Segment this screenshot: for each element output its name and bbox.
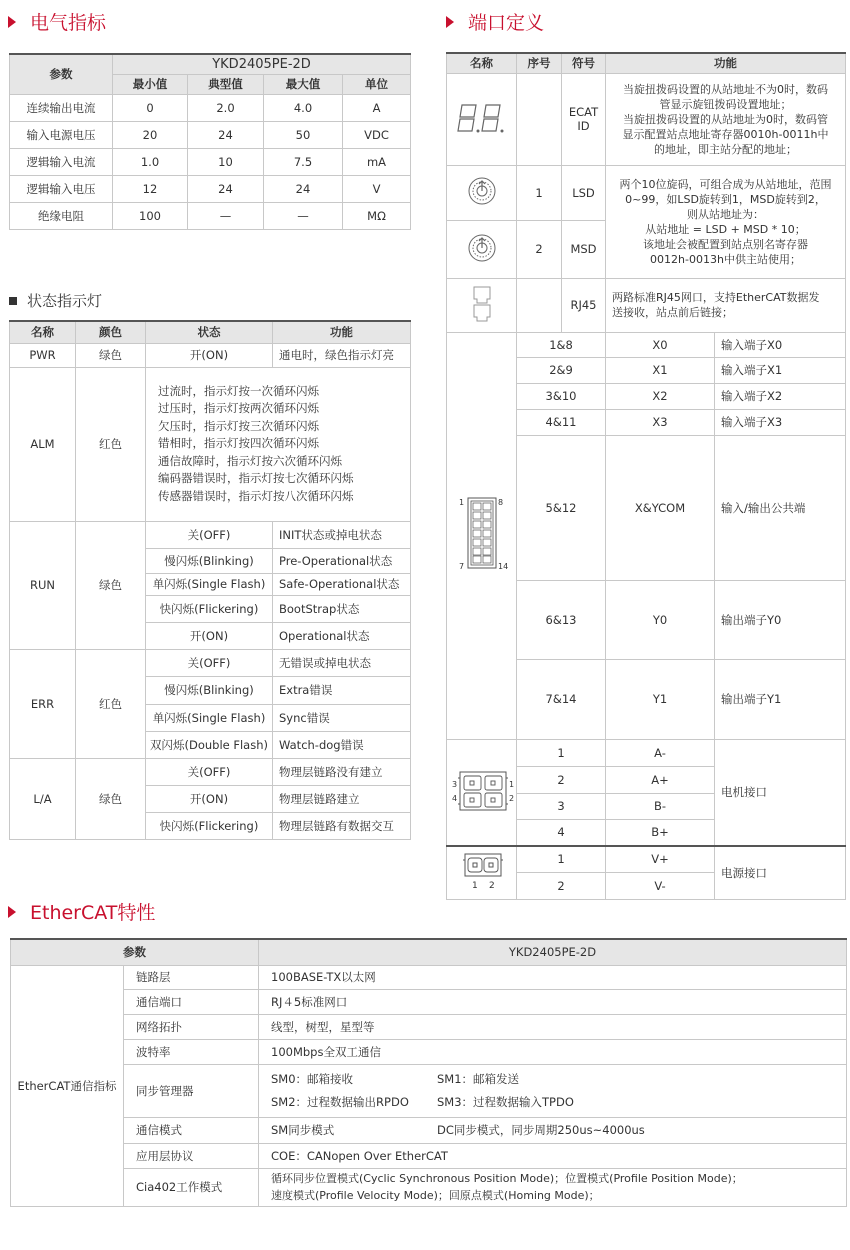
port-symbol: X1 — [606, 357, 715, 383]
led-state: 开(ON) — [146, 622, 273, 649]
table-row — [10, 175, 411, 202]
section-title-electrical — [8, 8, 106, 35]
led-func: Operational状态 — [273, 622, 411, 649]
table-row-alm — [10, 367, 411, 521]
led-func: 物理层链路建立 — [273, 785, 411, 812]
row-name: 应用层协议 — [124, 1143, 259, 1168]
func-line: 0~99，如LSD旋转到1，MSD旋转到2， — [625, 192, 826, 206]
table-row-run — [10, 521, 411, 548]
dc-mode-text: DC同步模式，同步周期250us~4000us — [437, 1123, 645, 1137]
port-symbol: X2 — [606, 383, 715, 409]
ethercat-table — [10, 938, 847, 1207]
port-no: 2 — [517, 872, 606, 899]
sm3-text: SM3：过程数据输入TPDO — [437, 1094, 574, 1109]
section-title-ports — [446, 8, 544, 35]
cia402-line: 速度模式(Profile Velocity Mode)；回原点模式(Homing Mode)； — [271, 1189, 600, 1202]
port-func — [606, 73, 846, 165]
led-state: 慢闪烁(Blinking) — [146, 548, 273, 573]
func-line: 0012h-0013h中供主站使用； — [650, 252, 801, 266]
led-color: 红色 — [76, 367, 146, 521]
alm-line: 错相时，指示灯按四次循环闪烁 — [158, 436, 319, 451]
cell-min: 20 — [113, 121, 188, 148]
sync-value — [259, 1064, 847, 1117]
row-name: 网络拓扑 — [124, 1014, 259, 1039]
led-name: ALM — [10, 367, 76, 521]
led-state: 快闪烁(Flickering) — [146, 595, 273, 622]
col-name: 名称 — [447, 53, 517, 73]
alm-line: 通信故障时，指示灯按六次循环闪烁 — [158, 453, 342, 468]
electrical-table — [9, 53, 411, 230]
port-no: 3&10 — [517, 383, 606, 409]
col-func: 功能 — [606, 53, 846, 73]
led-state: 单闪烁(Single Flash) — [146, 573, 273, 595]
led-color: 绿色 — [76, 521, 146, 649]
sm2-text: SM2：过程数据输出RPDO — [271, 1094, 409, 1109]
func-line: 当旋扭拨码设置的从站地址为0时，数码管 — [623, 112, 828, 126]
port-no: 4&11 — [517, 409, 606, 435]
row-name: 输入电源电压 — [10, 121, 113, 148]
led-color: 红色 — [76, 649, 146, 758]
alm-line: 编码器错误时，指示灯按七次循环闪烁 — [158, 471, 354, 486]
param-header: 参数 — [11, 939, 259, 965]
table-row — [11, 989, 847, 1014]
cell-min: 100 — [113, 202, 188, 229]
port-symbol: LSD — [562, 165, 606, 220]
led-func: 通电时，绿色指示灯亮 — [273, 343, 411, 367]
table-row-mode — [11, 1117, 847, 1143]
empty-cell — [517, 278, 562, 332]
cell-min: 1.0 — [113, 148, 188, 175]
section-title-text: EtherCAT特性 — [30, 902, 156, 924]
table-row-power — [447, 846, 846, 872]
port-no: 3 — [517, 793, 606, 819]
table-row-lsd — [447, 165, 846, 220]
led-state: 关(OFF) — [146, 758, 273, 785]
sm-mode-text: SM同步模式 — [271, 1123, 335, 1137]
port-definition-table — [446, 52, 846, 900]
motor-pin-label-3: 3 — [452, 779, 458, 789]
led-state: 单闪烁(Single Flash) — [146, 704, 273, 731]
led-state: 关(OFF) — [146, 521, 273, 548]
cell-typ: 24 — [188, 175, 264, 202]
func-line: 管显示旋钮拨码设置地址； — [659, 97, 792, 111]
cell-max: 7.5 — [264, 148, 343, 175]
led-state: 快闪烁(Flickering) — [146, 812, 273, 839]
port-no: 4 — [517, 819, 606, 846]
col-symbol: 符号 — [562, 53, 606, 73]
port-no: 6&13 — [517, 580, 606, 660]
led-func: 物理层链路有数据交互 — [273, 812, 411, 839]
cell-typ: 10 — [188, 148, 264, 175]
led-state: 开(ON) — [146, 343, 273, 367]
port-desc: 输入端子X3 — [715, 409, 846, 435]
port-symbol: A+ — [606, 766, 715, 793]
table-row-pwr — [10, 343, 411, 367]
row-value: 100Mbps全双工通信 — [259, 1039, 847, 1064]
cell-typ: 24 — [188, 121, 264, 148]
io-pin-label-8: 8 — [497, 498, 503, 507]
led-name: RUN — [10, 521, 76, 649]
led-color: 绿色 — [76, 343, 146, 367]
col-state: 状态 — [146, 321, 273, 343]
led-name: ERR — [10, 649, 76, 758]
led-state: 慢闪烁(Blinking) — [146, 676, 273, 704]
led-color: 绿色 — [76, 758, 146, 839]
section-title-ethercat — [8, 898, 155, 925]
port-desc: 输出端子Y1 — [715, 660, 846, 740]
led-state: 双闪烁(Double Flash) — [146, 731, 273, 758]
alm-description — [146, 367, 411, 521]
motor-pin-label-4: 4 — [452, 793, 458, 803]
row-name: 同步管理器 — [124, 1064, 259, 1117]
motor-pin-label-2: 2 — [509, 793, 515, 803]
cell-unit: V — [343, 175, 411, 202]
cell-max: 24 — [264, 175, 343, 202]
row-name: 链路层 — [124, 965, 259, 989]
cell-unit: MΩ — [343, 202, 411, 229]
col-no: 序号 — [517, 53, 562, 73]
alm-line: 过压时，指示灯按两次循环闪烁 — [158, 401, 319, 416]
led-func: 物理层链路没有建立 — [273, 758, 411, 785]
power-connector-icon — [447, 846, 517, 899]
port-no: 2 — [517, 766, 606, 793]
port-desc: 输入端子X1 — [715, 357, 846, 383]
io-pin-label-1: 1 — [458, 498, 464, 507]
led-func: Pre-Operational状态 — [273, 548, 411, 573]
port-symbol: X3 — [606, 409, 715, 435]
motor-pin-label-1: 1 — [509, 779, 515, 789]
cia402-value — [259, 1168, 847, 1206]
alm-line: 传感器错误时，指示灯按八次循环闪烁 — [158, 488, 354, 503]
section-title-status-led — [9, 290, 102, 311]
port-no: 1 — [517, 165, 562, 220]
table-row-io — [447, 332, 846, 357]
power-pin-label-2: 2 — [488, 881, 495, 892]
col-func: 功能 — [273, 321, 411, 343]
port-desc: 输入端子X0 — [715, 332, 846, 357]
port-no: 2 — [517, 220, 562, 278]
rotary-switch-icon — [447, 220, 517, 278]
io-pin-label-14: 14 — [497, 562, 508, 571]
row-value: COE：CANopen Over EtherCAT — [259, 1143, 847, 1168]
table-row — [10, 148, 411, 175]
cell-max: — — [264, 202, 343, 229]
port-symbol: A- — [606, 739, 715, 766]
led-func: Sync错误 — [273, 704, 411, 731]
row-name: 波特率 — [124, 1039, 259, 1064]
cia402-line: 循环同步位置模式(Cyclic Synchronous Position Mode)；位置模式(Profile Position Mode)； — [271, 1172, 743, 1185]
table-row-sync — [11, 1064, 847, 1117]
cell-max: 50 — [264, 121, 343, 148]
led-func: Extra错误 — [273, 676, 411, 704]
sm0-text: SM0：邮箱接收 — [271, 1071, 354, 1086]
row-name: Cia402工作模式 — [124, 1168, 259, 1206]
led-state: 关(OFF) — [146, 649, 273, 676]
row-name: 逻辑输入电压 — [10, 175, 113, 202]
row-name: 逻辑输入电流 — [10, 148, 113, 175]
square-bullet-icon — [9, 297, 17, 305]
table-row-ecat — [447, 73, 846, 165]
col-color: 颜色 — [76, 321, 146, 343]
io-pin-label-7: 7 — [458, 562, 464, 571]
port-no: 1 — [517, 739, 606, 766]
power-pin-label-1: 1 — [471, 881, 478, 892]
func-line: 该地址会被配置到站点别名寄存器 — [643, 237, 808, 251]
cell-unit: mA — [343, 148, 411, 175]
port-func — [606, 278, 846, 332]
table-row-la — [10, 758, 411, 785]
port-symbol: X0 — [606, 332, 715, 357]
section-title-text: 端口定义 — [468, 12, 545, 34]
port-desc: 输入/输出公共端 — [715, 435, 846, 580]
col-max: 最大值 — [264, 74, 343, 94]
io-connector-icon — [447, 332, 517, 739]
cell-unit: VDC — [343, 121, 411, 148]
table-row-rj45 — [447, 278, 846, 332]
func-line: 则从站地址为： — [687, 207, 764, 221]
model-header: YKD2405PE-2D — [259, 939, 847, 965]
func-line: 的地址，即主站分配的地址； — [654, 142, 797, 156]
triangle-bullet-icon — [8, 906, 16, 918]
row-value: 100BASE-TX以太网 — [259, 965, 847, 989]
cell-min: 0 — [113, 94, 188, 121]
alm-line: 欠压时，指示灯按三次循环闪烁 — [158, 418, 319, 433]
seven-segment-display-icon — [447, 73, 517, 165]
motor-connector-icon — [447, 739, 517, 846]
table-row — [10, 202, 411, 229]
row-value: 线型，树型，星型等 — [259, 1014, 847, 1039]
sm1-text: SM1：邮箱发送 — [437, 1071, 520, 1086]
section-title-text: 电气指标 — [30, 12, 107, 34]
table-row — [11, 965, 847, 989]
port-no: 5&12 — [517, 435, 606, 580]
led-func: Watch-dog错误 — [273, 731, 411, 758]
led-name: L/A — [10, 758, 76, 839]
led-name: PWR — [10, 343, 76, 367]
row-name: 通信模式 — [124, 1117, 259, 1143]
port-no: 1 — [517, 846, 606, 872]
table-row-err — [10, 649, 411, 676]
port-symbol: ECAT ID — [562, 73, 606, 165]
led-func: BootStrap状态 — [273, 595, 411, 622]
param-header: 参数 — [10, 54, 113, 94]
cell-unit: A — [343, 94, 411, 121]
table-row-motor — [447, 739, 846, 766]
func-line: 从站地址 = LSD + MSD * 10； — [645, 222, 806, 236]
cell-max: 4.0 — [264, 94, 343, 121]
table-row — [11, 1143, 847, 1168]
triangle-bullet-icon — [446, 16, 454, 28]
row-name: 连续输出电流 — [10, 94, 113, 121]
cell-min: 12 — [113, 175, 188, 202]
motor-desc: 电机接口 — [715, 739, 846, 846]
alm-line: 过流时，指示灯按一次循环闪烁 — [158, 383, 319, 398]
port-symbol: X&YCOM — [606, 435, 715, 580]
triangle-bullet-icon — [8, 16, 16, 28]
cell-typ: — — [188, 202, 264, 229]
col-typ: 典型值 — [188, 74, 264, 94]
row-name: 通信端口 — [124, 989, 259, 1014]
func-line: 两个10位旋码，可组合成为从站地址，范围 — [619, 177, 832, 191]
func-line: 显示配置站点地址寄存器0010h-0011h中 — [622, 127, 829, 141]
rj45-port-icon — [447, 278, 517, 332]
port-symbol: MSD — [562, 220, 606, 278]
port-no: 7&14 — [517, 660, 606, 740]
port-symbol: Y0 — [606, 580, 715, 660]
port-symbol: Y1 — [606, 660, 715, 740]
col-min: 最小值 — [113, 74, 188, 94]
led-func: INIT状态或掉电状态 — [273, 521, 411, 548]
port-desc: 输出端子Y0 — [715, 580, 846, 660]
port-symbol: RJ45 — [562, 278, 606, 332]
power-desc: 电源接口 — [715, 846, 846, 899]
port-no: 1&8 — [517, 332, 606, 357]
port-func-rotary — [606, 165, 846, 278]
port-symbol: V- — [606, 872, 715, 899]
section-title-text: 状态指示灯 — [27, 292, 103, 310]
func-line: 送接收，站点前后链接； — [612, 306, 733, 319]
table-row — [10, 121, 411, 148]
row-value: RJ４5标准网口 — [259, 989, 847, 1014]
table-row — [10, 94, 411, 121]
cell-typ: 2.0 — [188, 94, 264, 121]
table-row — [11, 1014, 847, 1039]
rotary-switch-icon — [447, 165, 517, 220]
func-line: 当旋扭拨码设置的从站地址不为0时，数码 — [623, 82, 828, 96]
model-header: YKD2405PE-2D — [113, 54, 411, 74]
col-unit: 单位 — [343, 74, 411, 94]
table-row-cia402 — [11, 1168, 847, 1206]
led-func: Safe-Operational状态 — [273, 573, 411, 595]
port-symbol: B+ — [606, 819, 715, 846]
empty-cell — [517, 73, 562, 165]
port-no: 2&9 — [517, 357, 606, 383]
led-state: 开(ON) — [146, 785, 273, 812]
status-led-table — [9, 320, 411, 840]
port-symbol: V+ — [606, 846, 715, 872]
group-label: EtherCAT通信指标 — [11, 965, 124, 1206]
table-row — [11, 1039, 847, 1064]
col-name: 名称 — [10, 321, 76, 343]
port-desc: 输入端子X2 — [715, 383, 846, 409]
led-func: 无错误或掉电状态 — [273, 649, 411, 676]
func-line: 两路标准RJ45网口，支持EtherCAT数据发 — [612, 291, 820, 304]
row-name: 绝缘电阻 — [10, 202, 113, 229]
port-symbol: B- — [606, 793, 715, 819]
